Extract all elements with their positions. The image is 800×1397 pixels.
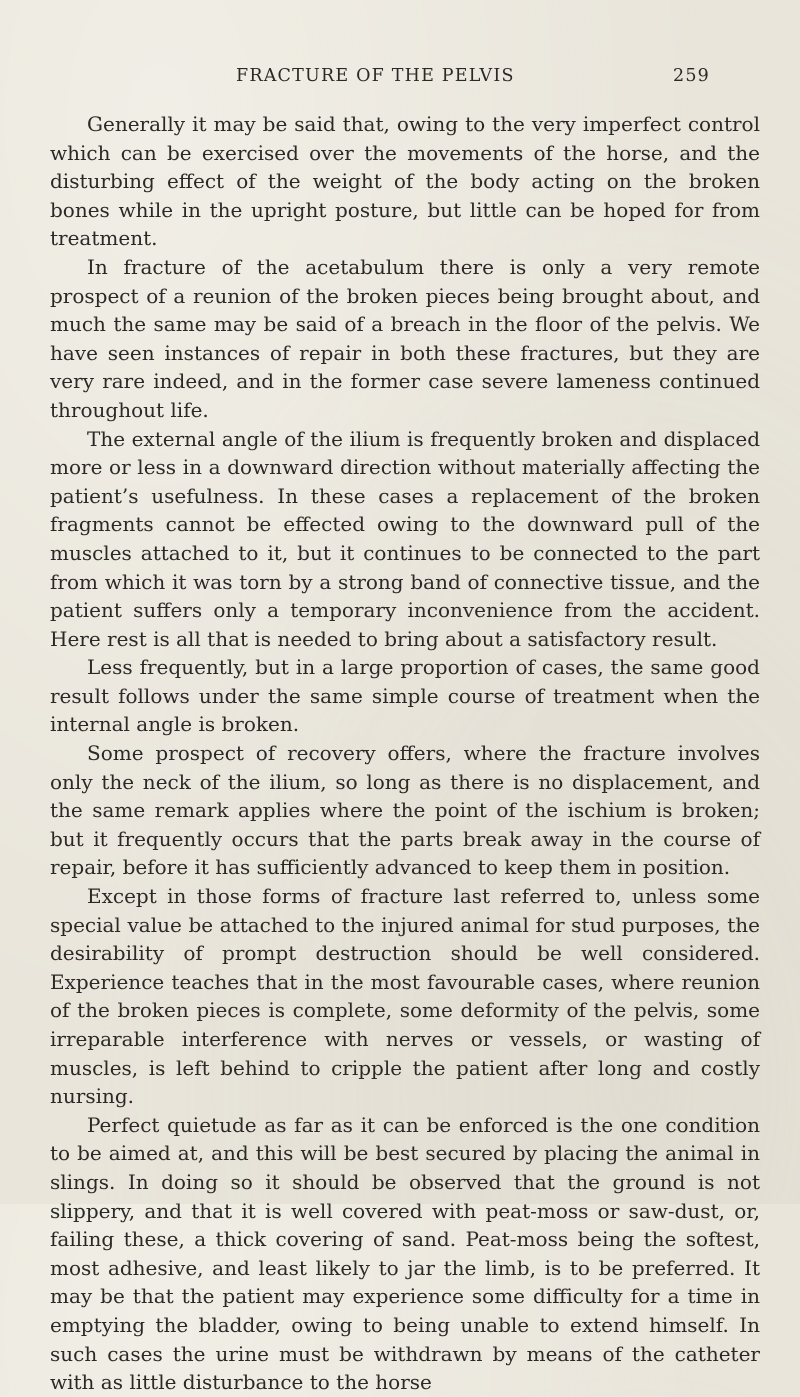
page-number: 259 bbox=[672, 66, 710, 86]
paragraph-destruction: Except in those forms of fracture last referred to, unless some special value be attached to the injured animal for stud purposes, the desirability of prompt destruction should be well considered. Experience teaches that in the most favourable cases, where reunion of the broken pieces is complete, some deformity of the pelvis, some irreparable interference with nerves or vessels, or wasting of muscles, is left behind to cripple the patient after long and costly nursing. bbox=[50, 884, 760, 1109]
running-head bbox=[236, 66, 716, 96]
paragraph-ilium-neck: Some prospect of recovery offers, where the fracture involves only the neck of the ilium, so long as there is no displacement, and the same remark applies where the point of the ischium is broken; but it frequently occurs that the parts break away in the course of repair, before it has sufficiently advanced to keep them in position. bbox=[50, 741, 760, 880]
paragraph-external-angle: The external angle of the ilium is frequently broken and displaced more or less in a downward direction without materially affecting the patient’s usefulness. In these cases a replacement of the broken fragments cannot be effected owing to the downward pull of the muscles attached to it, but it continues to be connected to the part from which it was torn by a strong band of connective tissue, and the patient suffers only a temporary inconvenience from the accident. Here rest is all that is needed to bring about a satisfactory result. bbox=[50, 426, 760, 651]
paragraph-quietude: Perfect quietude as far as it can be enforced is the one condition to be aimed at, and this will be best secured by placing the animal in slings. In doing so it should be observed that the ground is not slippery, and that it is well covered with peat-moss or saw-dust, or, failing these, a thick covering of sand. Peat-moss being the softest, most adhesive, and least likely to jar the limb, is to be preferred. It may be that the patient may experience some difficulty for a time in emptying the bladder, owing to being unable to extend himself. In such cases the urine must be withdrawn by means of the catheter with as little disturbance to the horse bbox=[50, 1112, 760, 1395]
paragraph-prognosis: Generally it may be said that, owing to the very imperfect control which can be exercised over the movements of the horse, and the disturbing effect of the weight of the body acting on the broken bones while in the upright posture, but little can be hoped for from treatment. bbox=[50, 112, 760, 251]
running-title: FRACTURE OF THE PELVIS bbox=[236, 66, 515, 86]
paragraph-acetabulum: In fracture of the acetabulum there is only a very remote prospect of a reunion of the broken pieces being brought about, and much the same may be said of a breach in the floor of the pelvis. We have seen instances of repair in both these fractures, but they are very rare indeed, and in the former case severe lameness continued throughout life. bbox=[50, 254, 760, 422]
paragraph-internal-angle: Less frequently, but in a large proportion of cases, the same good result follows under the same simple course of treatment when the internal angle is broken. bbox=[50, 655, 760, 737]
